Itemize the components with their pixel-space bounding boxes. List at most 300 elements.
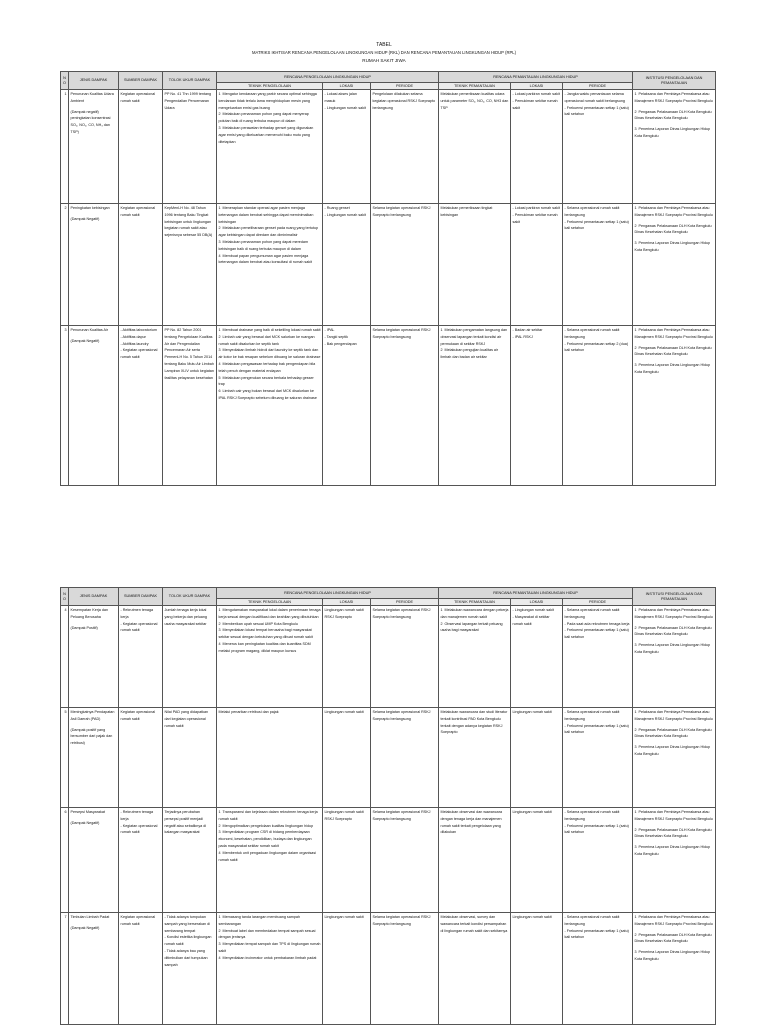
- cell-line: - Kondisi estetika lingkungan rumah sakit: [164, 935, 212, 947]
- numbered-item: [441, 607, 509, 621]
- lokasi-pemantauan-cell: [511, 204, 563, 326]
- institusi-item: [635, 126, 714, 140]
- item-number: 1: [218, 328, 221, 332]
- periode-pengelolaan-cell: [371, 913, 439, 1025]
- periode-pemantauan-cell: [563, 808, 633, 913]
- item-number: 5: [218, 375, 221, 380]
- numbered-item: [219, 809, 321, 823]
- header-teknik-pemantauan: TEKNIK PEMANTAUAN: [439, 83, 511, 90]
- numbered-item: [219, 641, 321, 655]
- cell-line: - Pemukiman sekitar rumah sakit: [512, 212, 558, 224]
- cell-line: (Dampak negatif): [70, 109, 99, 114]
- lokasi-pengelolaan-cell: [323, 606, 371, 708]
- item-number: 4: [218, 641, 221, 646]
- header-no: NO: [61, 588, 69, 606]
- periode-pemantauan-cell: [563, 326, 633, 486]
- item-text: Pelaksana dan Pembiaya Pemrakarsa atau Manajemen RSKJ Soeprapto Provinsi Bengkulu: [634, 710, 713, 721]
- item-text: Pelaksana dan Pembiaya Pemrakarsa atau Manajemen RSKJ Soeprapto Provinsi Bengkulu: [634, 328, 713, 339]
- header-sumber-dampak: SUMBER DAMPAK: [119, 72, 163, 90]
- item-text: Pengawas Pelaksanaan DLH Kota Bengkulu Dinas Kesehatan Kota Bengkulu: [634, 827, 712, 839]
- item-number: 3: [634, 745, 637, 750]
- numbered-item: [219, 823, 321, 830]
- item-number: 3: [218, 348, 221, 353]
- table-row: [61, 708, 716, 808]
- numbered-item: [219, 621, 321, 628]
- item-number: 3: [218, 125, 221, 130]
- title-line-1: TABEL: [376, 42, 392, 48]
- institusi-item: [635, 607, 714, 621]
- institusi-item: [635, 727, 714, 741]
- cell-line: - Selama operasional rumah sakit berlangsung: [564, 328, 620, 339]
- tolok-ukur-cell: [163, 204, 217, 326]
- cell-line: - Frekuensi pemantauan setiap 1 (satu) kali setahun: [564, 823, 629, 835]
- cell-line: - Tidak adanya bau yang ditimbulkan dari tumpukan sampah: [164, 948, 208, 967]
- teknik-pengelolaan-cell: [217, 326, 323, 486]
- cell-line: Melakukan wawancara dan studi literatur terkait kontribusi PAD Kota Bengkulu terkait dengan adanya kegiatan RSKJ Soeprapto: [440, 710, 508, 735]
- tolok-ukur-cell: [163, 913, 217, 1025]
- numbered-item: [219, 239, 321, 253]
- periode-pengelolaan-cell: [371, 606, 439, 708]
- header-lokasi-rpl: LOKASI: [511, 83, 563, 90]
- item-text: Menyediakan program CSR di bidang pemberdayaan ekonomi, kesehatan, pendidikan, budaya dan lingkungan pada masyarakat sekitar rumah sakit: [218, 830, 312, 848]
- item-text: Penerima Laporan Dinas Lingkungan Hidup Kota Bengkulu: [634, 950, 711, 961]
- item-number: 2: [218, 226, 221, 231]
- cell-line: - Selama operasional rumah sakit berlangsung: [564, 915, 620, 926]
- item-number: 1: [218, 810, 221, 814]
- table-row: [61, 326, 716, 486]
- lokasi-pengelolaan-cell: [323, 204, 371, 326]
- institusi-item: [635, 362, 714, 376]
- tolok-ukur-cell: [163, 606, 217, 708]
- item-number: 2: [634, 345, 637, 350]
- cell-line: Lingkungan rumah sakit RSKJ Soeprapto: [324, 810, 364, 821]
- institusi-cell: [633, 204, 716, 326]
- cell-line: - Ruang genset: [324, 206, 350, 210]
- institusi-item: [635, 345, 714, 359]
- cell-line: - Lingkungan rumah sakit: [512, 608, 554, 612]
- jenis-dampak-cell: [69, 913, 119, 1025]
- periode-pengelolaan-cell: [371, 326, 439, 486]
- item-number: 2: [634, 109, 637, 114]
- cell-line: Melakukan observasi dan wawancara dengan tenaga kerja dan manajemen rumah sakit terkait pengelolaan yang dilakukan: [440, 810, 502, 835]
- cell-line: Lingkungan rumah sakit: [512, 810, 552, 814]
- item-text: Pengawas Pelaksanaan DLH Kota Bengkulu Dinas Kesehatan Kota Bengkulu: [634, 345, 712, 357]
- cell-line: Lingkungan rumah sakit: [324, 710, 364, 714]
- numbered-item: [441, 621, 509, 635]
- periode-pengelolaan-cell: [371, 204, 439, 326]
- institusi-item: [635, 205, 714, 219]
- item-number: 1: [634, 710, 637, 714]
- header-sumber-dampak: SUMBER DAMPAK: [119, 588, 163, 606]
- lokasi-pemantauan-cell: [511, 808, 563, 913]
- cell-line: Selama kegiatan operasional RSKJ Soeprapto berlangsung: [372, 206, 431, 217]
- item-text: Melakukan penanaman pohon yang dapat menyerap polutan baik di ruang terbuka maupun di dalam: [218, 112, 309, 124]
- item-text: Melakukan penanaman pohon yang dapat meredam kebisingan baik di ruang terbuka maupun di dalam: [218, 239, 309, 251]
- header-tolok-ukur: TOLOK UKUR DAMPAK: [163, 588, 217, 606]
- cell-line: Kegiatan operasional rumah sakit: [120, 915, 156, 926]
- cell-line: - Jangka waktu pemantauan selama operasional rumah sakit berlangsung: [564, 92, 625, 103]
- item-text: Transparansi dan kejelasan dalam rekrutmen tenaga kerja rumah sakit: [218, 810, 318, 821]
- numbered-item: [219, 361, 321, 375]
- cell-line: - Aktifitas laundry: [120, 341, 149, 346]
- periode-pengelolaan-cell: [371, 808, 439, 913]
- table-row: [61, 808, 716, 913]
- header-periode-rkl: PERIODE: [371, 599, 439, 606]
- numbered-item: [219, 253, 321, 267]
- item-text: Memasang tanda larangan membuang sampah sembarangan: [218, 915, 301, 926]
- item-number: 4: [218, 253, 221, 258]
- cell-line: - Lingkungan rumah sakit: [324, 212, 366, 217]
- item-text: Penerima Laporan Dinas Lingkungan Hidup Kota Bengkulu: [634, 845, 711, 856]
- cell-line: - IPAL: [324, 328, 335, 332]
- institusi-item: [635, 949, 714, 963]
- item-number: 3: [634, 363, 637, 368]
- header-periode-rpl: PERIODE: [563, 83, 633, 90]
- tolok-ukur-cell: [163, 326, 217, 486]
- item-number: 1: [634, 608, 637, 612]
- cell-line: - Selama operasional rumah sakit berlangsung: [564, 206, 620, 217]
- header-periode-rpl: PERIODE: [563, 599, 633, 606]
- numbered-item: [219, 850, 321, 864]
- cell-line: Melakukan observasi, survey dan wawancara terkait kondisi persampahan di lingkungan rumah sakit dan sekitarnya: [440, 915, 508, 933]
- cell-line: Kegiatan operasional rumah sakit: [120, 710, 156, 721]
- cell-line: - Tangki septik: [324, 334, 349, 339]
- cell-line: - Frekuensi pemantauan setiap 1 (satu) kali setahun: [564, 219, 629, 231]
- cell-line: - Kegiatan operasional rumah sakit: [120, 621, 158, 633]
- item-text: Penerima Laporan Dinas Lingkungan Hidup Kota Bengkulu: [634, 643, 711, 654]
- item-text: Melakukan pemeliharaan genset pada ruang yang tertutup agar kebisingan dapat diredam dan diminimalisir: [218, 226, 319, 238]
- periode-pemantauan-cell: [563, 606, 633, 708]
- lokasi-pengelolaan-cell: [323, 90, 371, 204]
- item-text: Mengatur kendaraan yang parkir secara optimal sehingga kendaraan tidak terlalu lama menghidupkan mesin yang mengeluarkan emisi gas buang: [218, 92, 317, 110]
- institusi-item: [635, 844, 714, 858]
- header-lokasi-rpl: LOKASI: [511, 599, 563, 606]
- cell-line: Lingkungan rumah sakit: [512, 710, 552, 714]
- sumber-dampak-cell: [119, 606, 163, 708]
- numbered-item: [219, 91, 321, 111]
- cell-line: Penurunan Kualitas Udara Ambient: [70, 92, 114, 103]
- row-number: 1: [61, 90, 69, 204]
- numbered-item: [219, 327, 321, 334]
- cell-line: Selama kegiatan operasional RSKJ Soeprapto berlangsung: [372, 328, 431, 339]
- item-number: 2: [440, 348, 443, 353]
- cell-line: Melalui penarikan retribusi dan pajak: [218, 710, 279, 714]
- cell-line: Nilai PAD yang didapatkan dari kegiatan operasional rumah sakit: [164, 710, 209, 728]
- header-tolok-ukur: TOLOK UKUR DAMPAK: [163, 72, 217, 90]
- item-number: 4: [218, 955, 221, 960]
- cell-line: Lingkungan rumah sakit RSKJ Soeprapto: [324, 608, 364, 619]
- numbered-item: [219, 829, 321, 849]
- teknik-pengelolaan-cell: [217, 808, 323, 913]
- item-text: Melakukan wawancara dengan pekerja dan manajemen rumah sakit: [440, 608, 509, 619]
- item-text: Observasi lapangan terkait peluang usaha bagi masyarakat: [440, 621, 503, 633]
- item-number: 1: [218, 92, 221, 96]
- teknik-pengelolaan-cell: [217, 90, 323, 204]
- matrix-table-1: [60, 71, 716, 486]
- cell-line: Pengelolaan dilakukan selama kegiatan operasional RSKJ Soeprapto berlangsung: [372, 92, 436, 110]
- sumber-dampak-cell: [119, 913, 163, 1025]
- cell-line: - Lokasi parkiran rumah sakit: [512, 206, 560, 210]
- item-text: Menerus kan peningkatan kualitas dan kuantitas SDM melalui program magang, diklat maupun kursus: [218, 641, 311, 653]
- lokasi-pengelolaan-cell: [323, 708, 371, 808]
- cell-line: - Selama operasional rumah sakit berlangsung: [564, 710, 620, 721]
- table-row: [61, 204, 716, 326]
- item-text: Membentuk unit pengaduan lingkungan dalam organisasi rumah sakit: [218, 850, 317, 862]
- cell-line: - Lokasi parkiran rumah sakit: [512, 92, 560, 96]
- jenis-dampak-cell: [69, 808, 119, 913]
- cell-line: peningkatan konsentrasi SO₂, NO₂, CO, NH₃ dan TSP): [70, 116, 111, 134]
- item-number: 1: [634, 206, 637, 210]
- item-text: Melakukan pengamatan langsung dan observasi lapangan terkait kondisi air permukaan di sekitar RSKJ: [440, 328, 508, 346]
- item-number: 4: [218, 361, 221, 366]
- institusi-item: [635, 223, 714, 237]
- institusi-item: [635, 744, 714, 758]
- cell-line: - Frekuensi pemantauan setiap 1 (satu) kali setahun: [564, 105, 629, 117]
- item-text: Membuat papan pengumuman agar pasien menjaga ketenangan dalam berobat atau konsultasi di rumah sakit: [218, 253, 312, 265]
- cell-line: KepMenLH No. 48 Tahun 1996 tentang Baku Tingkat kebisingan untuk lingkungan kegiatan rumah sakit atau sejenisnya sebesar 55 DB(A): [164, 206, 213, 238]
- jenis-dampak-cell: [69, 326, 119, 486]
- item-number: 1: [634, 810, 637, 814]
- cell-line: - Selama operasional rumah sakit berlangsung: [564, 810, 620, 821]
- cell-line: Kegiatan operasional rumah sakit: [120, 206, 156, 217]
- item-text: Melakukan pengujian kualitas air limbah dan badan air sekitar: [440, 348, 499, 360]
- cell-line: - Lokasi akses jalan masuk: [324, 92, 357, 103]
- header-no: NO: [61, 72, 69, 90]
- cell-line: - Tidak adanya tumpukan sampah yang berserakan di sembarang tempat: [164, 915, 211, 933]
- teknik-pengelolaan-cell: [217, 913, 323, 1025]
- header-teknik-pemantauan: TEKNIK PEMANTAUAN: [439, 599, 511, 606]
- cell-line: - Badan air sekitar: [512, 328, 543, 332]
- item-text: Penerima Laporan Dinas Lingkungan Hidup Kota Bengkulu: [634, 127, 711, 138]
- cell-line: - Masyarakat di sekitar rumah sakit: [512, 614, 550, 626]
- item-text: Mengoptimalkan pengelolaan kualitas lingkungan hidup: [222, 823, 314, 828]
- cell-line: Selama kegiatan operasional RSKJ Soeprapto berlangsung: [372, 915, 431, 926]
- sumber-dampak-cell: [119, 708, 163, 808]
- table-1-body: [61, 90, 716, 486]
- numbered-item: [219, 914, 321, 928]
- item-text: Menerapkan standar operasi agar pasien menjaga ketenangan dalam berobat sehingga dapat meminimalkan kebisingan: [218, 206, 314, 224]
- numbered-item: [219, 205, 321, 225]
- header-rpl: RENCANA PEMANTAUAN LINGKUNGAN HIDUP: [439, 588, 633, 599]
- item-text: Penerima Laporan Dinas Lingkungan Hidup Kota Bengkulu: [634, 363, 711, 374]
- item-text: Pengawas Pelaksanaan DLH Kota Bengkulu Dinas Kesehatan Kota Bengkulu: [634, 109, 712, 121]
- title-line-3: RUMAH SAKIT JIWA: [362, 58, 406, 63]
- cell-line: - Kegiatan operasional rumah sakit: [120, 823, 158, 835]
- item-text: Melakukan pengawasan terhadap bak pengendapan bila telah penuh dengan material endapan: [218, 361, 316, 373]
- header-rkl: RENCANA PENGELOLAAN LINGKUNGAN HIDUP: [217, 588, 439, 599]
- lokasi-pemantauan-cell: [511, 708, 563, 808]
- cell-line: - Bak pengendapan: [324, 341, 357, 346]
- periode-pemantauan-cell: [563, 708, 633, 808]
- cell-line: Peningkatan kebisingan: [70, 206, 110, 210]
- institusi-item: [635, 642, 714, 656]
- numbered-item: [219, 225, 321, 239]
- item-number: 2: [218, 621, 221, 626]
- teknik-pemantauan-cell: [439, 808, 511, 913]
- item-text: Pelaksana dan Pembiaya Pemrakarsa atau Manajemen RSKJ Soeprapto Provinsi Bengkulu: [634, 810, 713, 821]
- item-text: Penerima Laporan Dinas Lingkungan Hidup Kota Bengkulu: [634, 745, 711, 756]
- tolok-ukur-cell: [163, 90, 217, 204]
- item-text: Melakukan perawatan terhadap genset yang digunakan agar emisi yang dikeluarkan memenuhi baku mutu yang ditetapkan: [218, 125, 314, 144]
- cell-line: - Rekrutmen tenaga kerja: [120, 810, 154, 821]
- cell-line: Kegiatan operasional rumah sakit: [120, 92, 156, 103]
- cell-line: - Kegiatan operasional rumah sakit: [120, 348, 158, 360]
- item-number: 2: [218, 823, 221, 828]
- periode-pemantauan-cell: [563, 204, 633, 326]
- teknik-pemantauan-cell: [439, 204, 511, 326]
- lokasi-pengelolaan-cell: [323, 326, 371, 486]
- institusi-item: [635, 625, 714, 639]
- institusi-cell: [633, 606, 716, 708]
- item-number: 2: [634, 727, 637, 732]
- cell-line: Meningkatnya Pendapatan Asli Daerah (PAD): [70, 710, 115, 721]
- numbered-item: [219, 125, 321, 145]
- table-row: [61, 90, 716, 204]
- header-teknik-pengelolaan: TEKNIK PENGELOLAAN: [217, 83, 323, 90]
- header-rpl: RENCANA PEMANTAUAN LINGKUNGAN HIDUP: [439, 72, 633, 83]
- item-number: 3: [218, 830, 221, 835]
- cell-line: - Frekuensi pemantauan setiap 1 (satu) kali setahun: [564, 628, 629, 640]
- numbered-item: [219, 334, 321, 348]
- numbered-item: [219, 375, 321, 389]
- header-teknik-pengelolaan: TEKNIK PENGELOLAAN: [217, 599, 323, 606]
- numbered-item: [441, 327, 509, 347]
- institusi-item: [635, 240, 714, 254]
- item-number: 2: [440, 621, 443, 626]
- item-number: 3: [634, 241, 637, 246]
- jenis-dampak-cell: [69, 708, 119, 808]
- institusi-item: [635, 809, 714, 823]
- table-row: [61, 606, 716, 708]
- table-row: [61, 913, 716, 1025]
- item-number: 1: [440, 328, 443, 332]
- institusi-cell: [633, 808, 716, 913]
- lokasi-pemantauan-cell: [511, 326, 563, 486]
- item-number: 1: [218, 915, 221, 919]
- numbered-item: [219, 941, 321, 955]
- item-text: Menyediakan lokasi tempat berusaha bagi masyarakat sekitar sesuai dengan kebutuhan yang dibuat rumah sakit: [218, 628, 313, 640]
- cell-line: - Frekuensi pemantauan setiap 1 (satu) kali setahun: [564, 723, 629, 735]
- item-number: 1: [634, 328, 637, 332]
- item-text: Penerima Laporan Dinas Lingkungan Hidup Kota Bengkulu: [634, 241, 711, 252]
- item-text: Pelaksana dan Pembiaya Pemrakarsa atau Manajemen RSKJ Soeprapto Provinsi Bengkulu: [634, 608, 713, 619]
- sumber-dampak-cell: [119, 808, 163, 913]
- institusi-item: [635, 914, 714, 928]
- teknik-pemantauan-cell: [439, 913, 511, 1025]
- item-number: 3: [634, 845, 637, 850]
- item-text: Pelaksana dan Pembiaya Pemrakarsa atau Manajemen RSKJ Soeprapto Provinsi Bengkulu: [634, 915, 713, 926]
- teknik-pemantauan-cell: [439, 90, 511, 204]
- cell-line: Selama kegiatan operasional RSKJ Soeprapto berlangsung: [372, 608, 431, 619]
- lokasi-pemantauan-cell: [511, 913, 563, 1025]
- teknik-pemantauan-cell: [439, 708, 511, 808]
- lokasi-pemantauan-cell: [511, 606, 563, 708]
- item-text: Menyediakan incinerator untuk pembakaran limbah padat: [222, 955, 317, 960]
- item-number: 3: [218, 942, 221, 947]
- row-number: 6: [61, 808, 69, 913]
- cell-line: - Lingkungan rumah sakit: [324, 105, 366, 110]
- cell-line: Jumlah tenaga kerja lokal yang bekerja dan peluang usaha masyarakat sekitar: [164, 608, 207, 626]
- row-number: 7: [61, 913, 69, 1025]
- item-number: 3: [218, 628, 221, 633]
- cell-line: - Frekuensi pemantauan setiap 2 (dua) kali setahun: [564, 341, 629, 353]
- row-number: 2: [61, 204, 69, 326]
- teknik-pengelolaan-cell: [217, 606, 323, 708]
- item-text: Membuat label dan membedakan tempat sampah sesuai dengan jenisnya: [218, 928, 316, 940]
- item-number: 3: [634, 127, 637, 132]
- cell-line: (Dampak Negatif): [70, 820, 100, 825]
- cell-line: Melakukan pemeriksaan tingkat kebisingan: [440, 206, 493, 217]
- numbered-item: [219, 111, 321, 125]
- cell-line: (Dampak Negatif): [70, 216, 100, 221]
- periode-pemantauan-cell: [563, 90, 633, 204]
- cell-line: Kesempatan Kerja dan Peluang Berusaha: [70, 608, 109, 619]
- cell-line: PP No. 82 Tahun 2001 tentang Pengelolaan Kualitas Air dan Pengendalian Pencemaran Air serta PermenLH No. 5 Tahun 2014 tentang Baku Mutu Air Limbah Lampiran XLIV untuk kegiatan fasilitas pelayanan kesehatan: [164, 328, 214, 380]
- item-number: 2: [218, 112, 221, 117]
- item-number: 2: [218, 928, 221, 933]
- cell-line: Lingkungan rumah sakit: [512, 915, 552, 919]
- periode-pemantauan-cell: [563, 913, 633, 1025]
- institusi-cell: [633, 708, 716, 808]
- item-text: Mengutamakan masyarakat lokal dalam penerimaan tenaga kerja sesuai dengan kualifikasi dan keahlian yang dibutuhkan: [218, 608, 321, 619]
- institusi-item: [635, 827, 714, 841]
- institusi-item: [635, 709, 714, 723]
- header-institusi: INSTITUSI PENGELOLAAN DAN PEMANTAUAN: [633, 72, 716, 90]
- tolok-ukur-cell: [163, 708, 217, 808]
- item-number: 1: [218, 608, 221, 612]
- item-text: Pelaksana dan Pembiaya Pemrakarsa atau Manajemen RSKJ Soeprapto Provinsi Bengkulu: [634, 92, 713, 103]
- teknik-pemantauan-cell: [439, 326, 511, 486]
- lokasi-pengelolaan-cell: [323, 913, 371, 1025]
- item-text: Pengawas Pelaksanaan DLH Kota Bengkulu Dinas Kesehatan Kota Bengkulu: [634, 727, 712, 739]
- institusi-item: [635, 91, 714, 105]
- cell-line: - Frekuensi pemantauan setiap 1 (satu) kali setahun: [564, 928, 629, 940]
- cell-line: Lingkungan rumah sakit: [324, 915, 364, 919]
- item-text: Limbah cair yang berasal dari MCK salurkan ke ruangan rumah sakit disalurkan ke septik tank: [218, 334, 315, 346]
- numbered-item: [441, 347, 509, 361]
- numbered-item: [219, 955, 321, 962]
- cell-line: Penurunan Kualitas Air: [70, 328, 109, 332]
- jenis-dampak-cell: [69, 606, 119, 708]
- jenis-dampak-cell: [69, 204, 119, 326]
- jenis-dampak-cell: [69, 90, 119, 204]
- cell-line: - Selama operasional rumah sakit berlangsung: [564, 608, 620, 619]
- header-lokasi-rkl: LOKASI: [323, 83, 371, 90]
- item-text: Pengawas Pelaksanaan DLH Kota Bengkulu Dinas Kesehatan Kota Bengkulu: [634, 932, 712, 944]
- item-number: 2: [634, 223, 637, 228]
- document-hospital: [0, 57, 768, 66]
- row-number: 3: [61, 326, 69, 486]
- item-text: Melakukan pengerukan secara berkala terhadap gesser trap: [218, 375, 314, 387]
- tolok-ukur-cell: [163, 808, 217, 913]
- cell-line: - Pada saat ada rekrutmen tenaga kerja: [564, 621, 630, 626]
- item-number: 2: [634, 932, 637, 937]
- item-text: Menyediakan limbah hidroli dari laundry ke septik tank dan air kotor ke bak resapan sebelum dibuang ke saluran drainase: [218, 348, 321, 360]
- cell-line: Timbulan Limbah Padat: [70, 915, 110, 919]
- item-number: 1: [634, 92, 637, 96]
- cell-line: Persepsi Masyarakat: [70, 810, 105, 814]
- sumber-dampak-cell: [119, 326, 163, 486]
- numbered-item: [219, 627, 321, 641]
- institusi-item: [635, 327, 714, 341]
- item-text: Membuat drainase yang baik di sekeliling lokasi rumah sakit: [222, 328, 321, 332]
- lokasi-pengelolaan-cell: [323, 808, 371, 913]
- institusi-item: [635, 109, 714, 123]
- item-number: 3: [634, 643, 637, 648]
- item-number: 1: [634, 915, 637, 919]
- item-number: 6: [218, 389, 221, 394]
- item-text: Pengawas Pelaksanaan DLH Kota Bengkulu Dinas Kesehatan Kota Bengkulu: [634, 223, 712, 235]
